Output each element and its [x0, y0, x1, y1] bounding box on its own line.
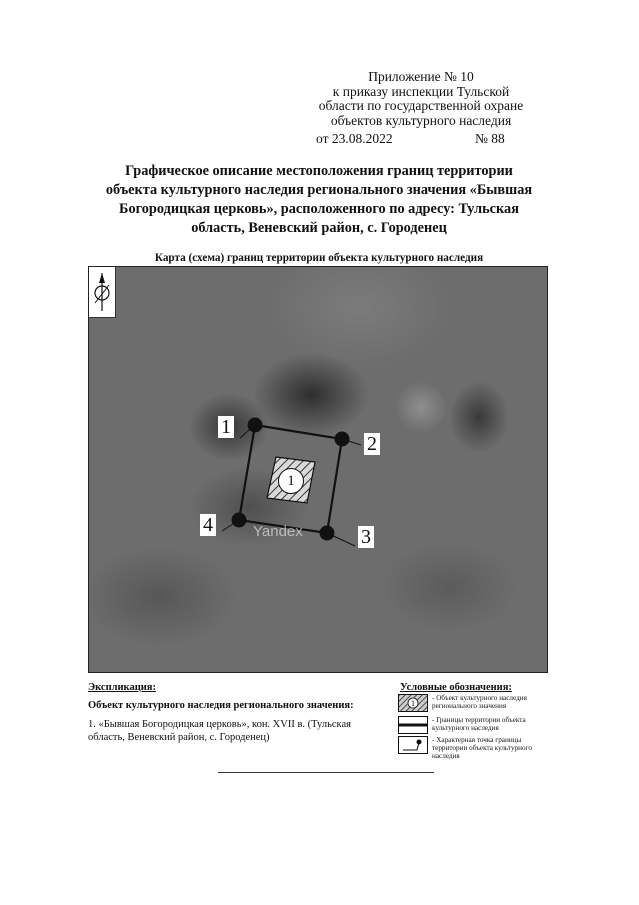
title-line-4: область, Веневский район, с. Городенец	[191, 220, 447, 236]
explication-subheading: Объект культурного наследия регионального значения:	[88, 700, 354, 711]
legend-text-object: - Объект культурного наследия регионального значения	[432, 694, 527, 710]
annex-number: № 88	[475, 131, 505, 146]
boundary-point-3	[320, 526, 335, 541]
annex-line-1: Приложение № 10	[368, 69, 474, 84]
map-watermark: Yandex	[253, 523, 303, 540]
annex-line-2: к приказу инспекции Тульской	[332, 83, 510, 99]
boundary-point-4	[232, 513, 247, 528]
title-line-2: объекта культурного наследия регионального значения «Бывшая	[105, 182, 533, 198]
object-number-label: 1	[278, 468, 304, 494]
boundary-svg	[89, 267, 547, 672]
annex-line-3: области по государственной охране	[318, 98, 524, 113]
explication-item: 1. «Бывшая Богородицкая церковь», кон. XVII в. (Тульская область, Веневский район, с. Городенец)	[88, 719, 351, 743]
title-line-3: Богородицкая церковь», расположенного по адресу: Тульская	[119, 201, 519, 217]
explication-heading: Экспликация:	[88, 682, 156, 693]
legend-text-boundary: - Границы территории объекта культурного наследия	[432, 716, 526, 732]
annex-date: от 23.08.2022	[316, 131, 393, 146]
point-label-1: 1	[218, 416, 234, 438]
point-label-2: 2	[364, 433, 380, 455]
bottom-divider	[218, 772, 434, 773]
point-label-4: 4	[200, 514, 216, 536]
boundary-point-1	[248, 418, 263, 433]
legend-heading: Условные обозначения:	[400, 682, 512, 693]
boundary-point-icon	[398, 736, 428, 754]
legend-text-point: - Характерная точка границы территории объекта культурного наследия	[432, 736, 532, 760]
map-caption: Карта (схема) границ территории объекта культурного наследия	[154, 252, 484, 264]
map-scheme	[88, 266, 548, 673]
annex-line-4: объектов культурного наследия	[330, 112, 512, 128]
annex-header	[296, 70, 546, 128]
boundary-point-2	[335, 432, 350, 447]
document-title	[80, 162, 558, 238]
point-label-3: 3	[358, 526, 374, 548]
boundary-line-icon	[398, 716, 428, 734]
title-line-1: Графическое описание местоположения границ территории	[125, 163, 513, 179]
svg-text:1: 1	[411, 699, 415, 708]
hatched-object-icon	[398, 694, 428, 712]
